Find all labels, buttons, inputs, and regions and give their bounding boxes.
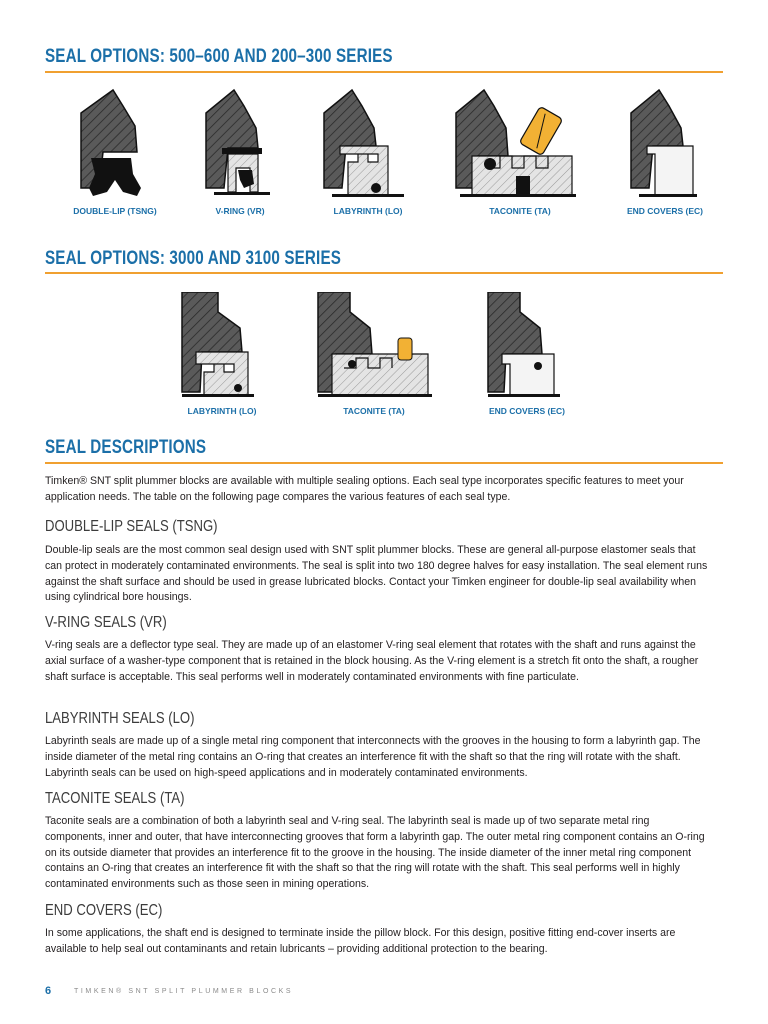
- heading-end-covers: END COVERS (EC): [45, 902, 163, 919]
- section1-title: SEAL OPTIONS: 500–600 AND 200–300 SERIES: [45, 46, 393, 67]
- end-covers-3000-figure: [484, 292, 564, 400]
- caption-taconite-3000: TACONITE (TA): [343, 406, 405, 416]
- end-covers-figure: [625, 88, 705, 200]
- heading-v-ring: V-RING SEALS (VR): [45, 614, 167, 631]
- caption-double-lip: DOUBLE-LIP (TSNG): [73, 206, 157, 216]
- heading-taconite: TACONITE SEALS (TA): [45, 790, 185, 807]
- footer-text: TIMKEN® SNT SPLIT PLUMMER BLOCKS: [74, 988, 294, 995]
- section2-title: SEAL OPTIONS: 3000 AND 3100 SERIES: [45, 248, 342, 269]
- caption-labyrinth-3000: LABYRINTH (LO): [187, 406, 257, 416]
- heading-double-lip: DOUBLE-LIP SEALS (TSNG): [45, 518, 218, 535]
- labyrinth-3000-figure: [178, 292, 258, 400]
- text-taconite: Taconite seals are a combination of both a labyrinth seal and V-ring seal. The labyrinth seal is made up of two separate metal ring components, inner and outer, that have interconnecting grooves that form a labyrinth gap. The outer metal ring component contains an O-ring on its outside diameter that provides an interference fit to the groove in the housing. The inside diameter of the inner metal ring component contains an O-ring that creates an interference fit with the shaft so that the ring will rotate with the shaft. This seal performs well in highly contaminated environments such as those seen in mining operations.: [45, 815, 705, 891]
- v-ring-seal-figure: [200, 88, 280, 200]
- section2-rule: [45, 272, 723, 274]
- taconite-seal-figure: [448, 86, 578, 200]
- caption-end-covers: END COVERS (EC): [626, 206, 704, 216]
- page-number: 6: [45, 985, 52, 997]
- caption-labyrinth: LABYRINTH (LO): [333, 206, 403, 216]
- taconite-3000-figure: [314, 292, 434, 400]
- descriptions-title: SEAL DESCRIPTIONS: [45, 437, 207, 458]
- text-labyrinth: Labyrinth seals are made up of a single metal ring component that interconnects with the grooves in the housing to form a labyrinth gap. The inside diameter of the metal ring contains an O-ring that creates an interference fit with the shaft so that the ring will rotate with the shaft. Labyrinth seals can be used on high-speed applications and in moderately contaminated environments.: [45, 735, 701, 779]
- text-v-ring: V-ring seals are a deflector type seal. They are made up of an elastomer V-ring seal element that rotates with the shaft and runs against the axial surface of a washer-type component that is retained in the block housing. As the V-ring element is a stretch fit onto the shaft, a rougher shaft surface is acceptable. This seal performs well in moderately contaminated environments with fine particulate.: [45, 639, 699, 683]
- caption-v-ring: V-RING (VR): [215, 206, 265, 216]
- heading-labyrinth: LABYRINTH SEALS (LO): [45, 710, 195, 727]
- labyrinth-seal-figure: [318, 88, 408, 200]
- section1-rule: [45, 71, 723, 73]
- caption-taconite: TACONITE (TA): [489, 206, 551, 216]
- text-end-covers: In some applications, the shaft end is designed to terminate inside the pillow block. For this design, positive fitting end-cover inserts are available to help seal out contaminants and retain lubricants – providing additional protection to the bearing.: [45, 927, 676, 955]
- caption-end-covers-3000: END COVERS (EC): [488, 406, 566, 416]
- descriptions-rule: [45, 462, 723, 464]
- double-lip-seal-figure: [75, 88, 155, 200]
- text-double-lip: Double-lip seals are the most common seal design used with SNT split plummer blocks. These are general all-purpose elastomer seals that can protect in moderately contaminated environments. The seal is split into two 180 degree halves for easy installation. The seal element runs against the shaft surface and should be used in grease lubricated blocks. Contact your Timken engineer for double-lip seal availability when using cylindrical bore housings.: [45, 544, 708, 604]
- intro-paragraph: Timken® SNT split plummer blocks are available with multiple sealing options. Each seal type incorporates specific features to meet your application needs. The table on the following page compares the various features of each seal type.: [45, 475, 684, 503]
